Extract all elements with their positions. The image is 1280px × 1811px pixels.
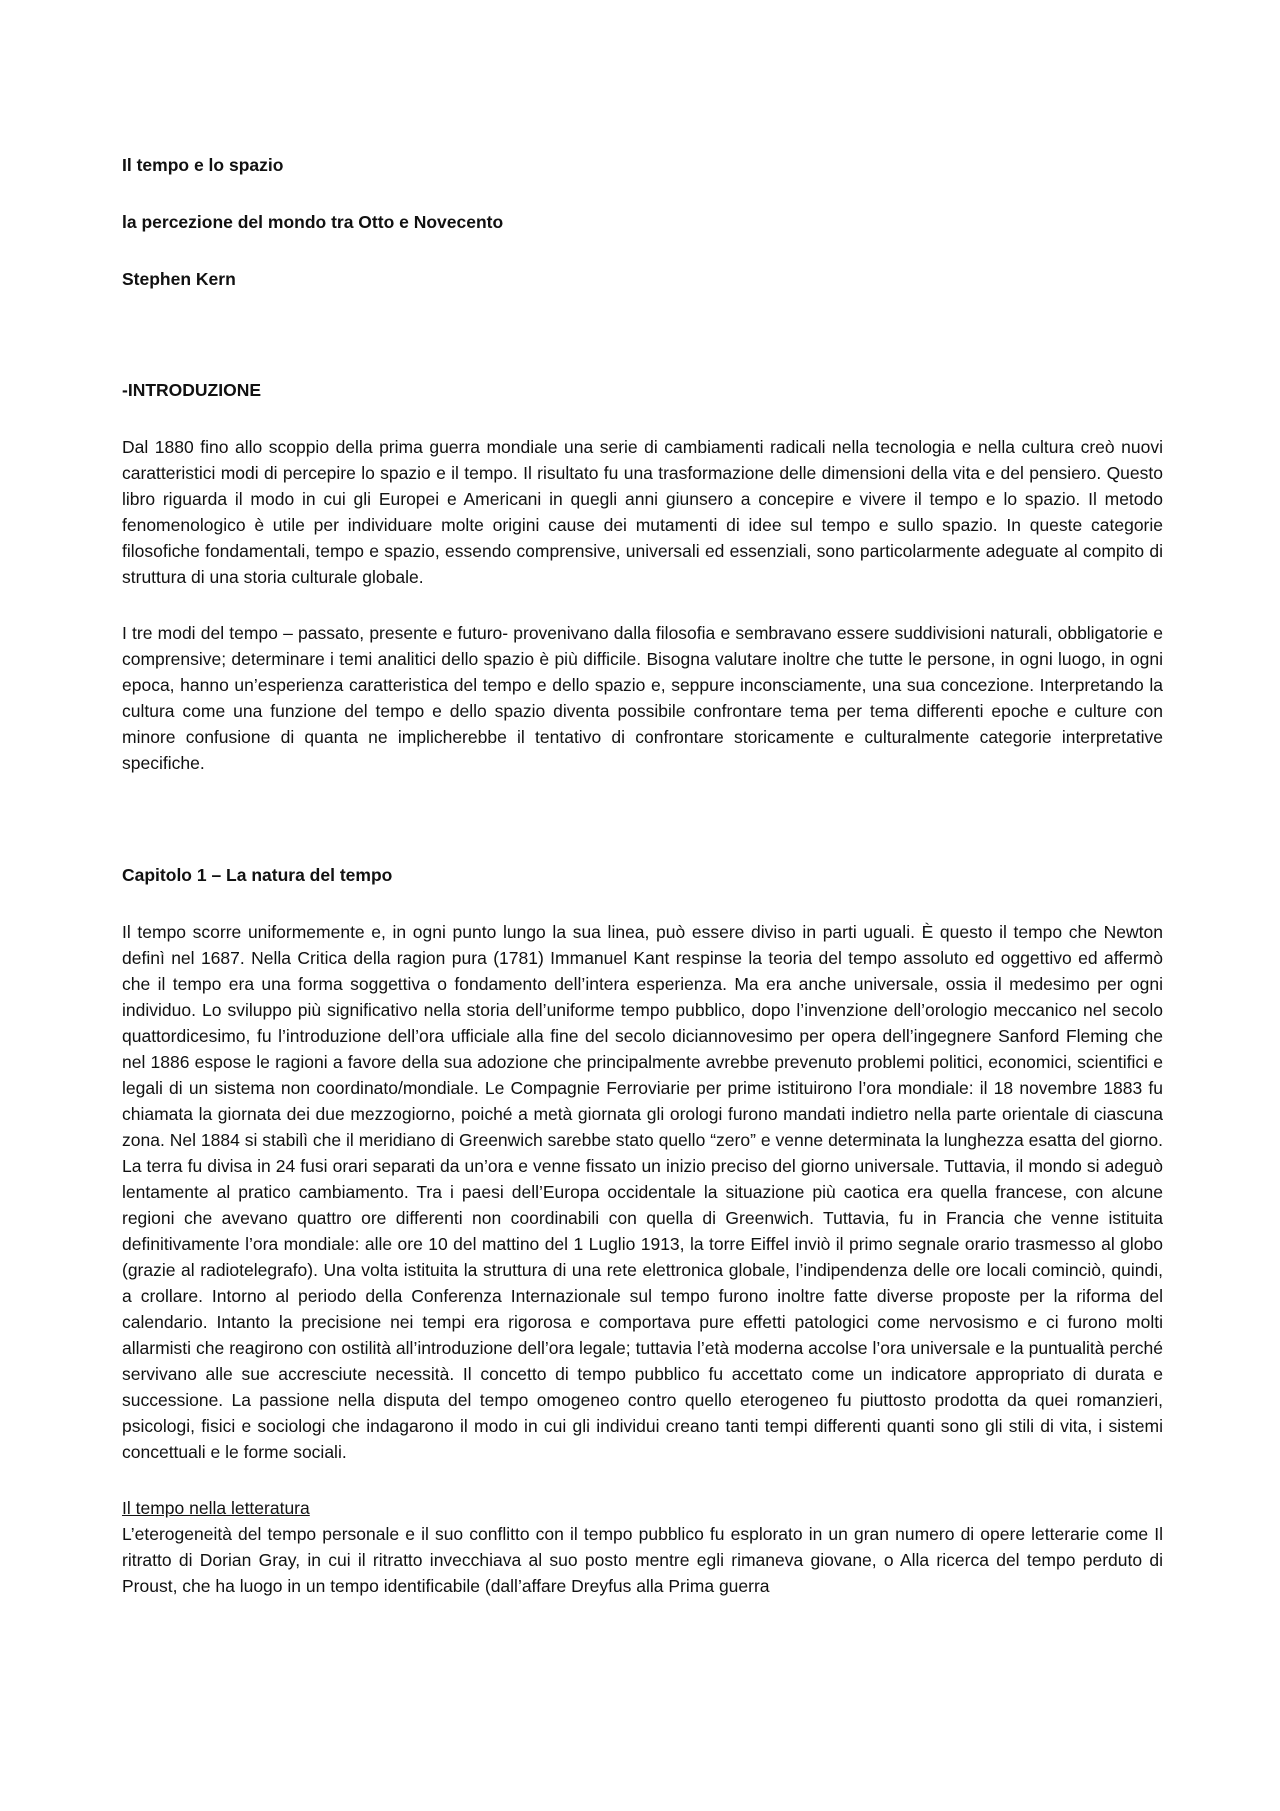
subsection-heading: Il tempo nella letteratura xyxy=(122,1498,310,1518)
intro-paragraph-2: I tre modi del tempo – passato, presente e futuro- provenivano dalla filosofia e sembravano essere suddivisioni naturali, obbligatorie e comprensive; determinare i temi analitici dello spazio è più difficile. Bisogna valutare inoltre che tutte le persone, in ogni luogo, in ogni epoca, hanno un’esperienza caratteristica del tempo e dello spazio e, seppure inconsciamente, una sua concezione. Interpretando la cultura come una funzione del tempo e dello spazio diventa possibile confrontare tema per tema differenti epoche e culture con minore confusione di quanta ne implicherebbe il tentativo di confrontare storicamente e culturalmente categorie interpretative specifiche. xyxy=(122,623,1163,773)
subsection-paragraph: L’eterogeneità del tempo personale e il suo conflitto con il tempo pubblico fu esplorato in un gran numero di opere letterarie come Il ritratto di Dorian Gray, in cui il ritratto invecchiava al suo posto mentre egli rimaneva giovane, o Alla ricerca del tempo perduto di Proust, che ha luogo in un tempo identificabile (dall’affare Dreyfus alla Prima guerra xyxy=(122,1524,1163,1596)
intro-paragraph-1: Dal 1880 fino allo scoppio della prima guerra mondiale una serie di cambiamenti radicali nella tecnologia e nella cultura creò nuovi caratteristici modi di percepire lo spazio e il tempo. Il risultato fu una trasformazione delle dimensioni della vita e del pensiero. Questo libro riguarda il modo in cui gli Europei e Americani in quegli anni giunsero a concepire e vivere il tempo e lo spazio. Il metodo fenomenologico è utile per individuare molte origini cause dei mutamenti di idee sul tempo e sullo spazio. In queste categorie filosofiche fondamentali, tempo e spazio, essendo comprensive, universali ed essenziali, sono particolarmente adeguate al compito di struttura di una storia culturale globale. xyxy=(122,437,1163,587)
chapter-paragraph: Il tempo scorre uniformemente e, in ogni punto lungo la sua linea, può essere diviso in parti uguali. È questo il tempo che Newton definì nel 1687. Nella Critica della ragion pura (1781) Immanuel Kant respinse la teoria del tempo assoluto ed oggettivo ed affermò che il tempo era una forma soggettiva o fondamento dell’intera esperienza. Ma era anche universale, ossia il medesimo per ogni individuo. Lo sviluppo più significativo nella storia dell’uniforme tempo pubblico, dopo l’invenzione dell’orologio meccanico nel secolo quattordicesimo, fu l’introduzione dell’ora ufficiale alla fine del secolo diciannovesimo per opera dell’ingegnere Sanford Fleming che nel 1886 espose le ragioni a favore della sua adozione che principalmente avrebbe prevenuto problemi politici, economici, scientifici e legali di un sistema non coordinato/mondiale. Le Compagnie Ferroviarie per prime istituirono l’ora mondiale: il 18 novembre 1883 fu chiamata la giornata dei due mezzogiorno, poiché a metà giornata gli orologi furono mandati indietro nella parte orientale di ciascuna zona. Nel 1884 si stabilì che il meridiano di Greenwich sarebbe stato quello “zero” e venne determinata la lunghezza esatta del giorno. La terra fu divisa in 24 fusi orari separati da un’ora e venne fissato un inizio preciso del giorno universale. Tuttavia, il mondo si adeguò lentamente al pratico cambiamento. Tra i paesi dell’Europa occidentale la situazione più caotica era quella francese, con alcune regioni che avevano quattro ore differenti non coordinabili con quella di Greenwich. Tuttavia, fu in Francia che venne istituita definitivamente l’ora mondiale: alle ore 10 del mattino del 1 Luglio 1913, la torre Eiffel inviò il primo segnale orario trasmesso al globo (grazie al radiotelegrafo). Una volta istituita la struttura di una rete elettronica globale, l’indipendenza delle ore locali cominciò, quindi, a crollare. Intorno al periodo della Conferenza Internazionale sul tempo furono inoltre fatte diverse proposte per la riforma del calendario. Intanto la precisione nei tempi era rigorosa e comportava pure effetti patologici come nervosismo e ci furono molti allarmisti che reagirono con ostilità all’introduzione dell’ora legale; tuttavia l’età moderna accolse l’ora universale e la puntualità perché servivano alle sue accresciute necessità. Il concetto di tempo pubblico fu accettato come un indicatore appropriato di durata e successione. La passione nella disputa del tempo omogeneo contro quello eterogeneo fu piuttosto prodotta da quei romanzieri, psicologi, fisici e sociologi che indagarono il modo in cui gli individui creano tanti tempi differenti quanti sono gli stili di vita, i sistemi concettuali e le forme sociali. xyxy=(122,922,1163,1462)
document-subtitle: la percezione del mondo tra Otto e Novecento xyxy=(122,212,504,232)
intro-heading: -INTRODUZIONE xyxy=(122,380,262,400)
chapter-heading: Capitolo 1 – La natura del tempo xyxy=(122,865,393,885)
document-page xyxy=(122,152,1163,1599)
document-title: Il tempo e lo spazio xyxy=(122,155,284,175)
document-author: Stephen Kern xyxy=(122,269,236,289)
